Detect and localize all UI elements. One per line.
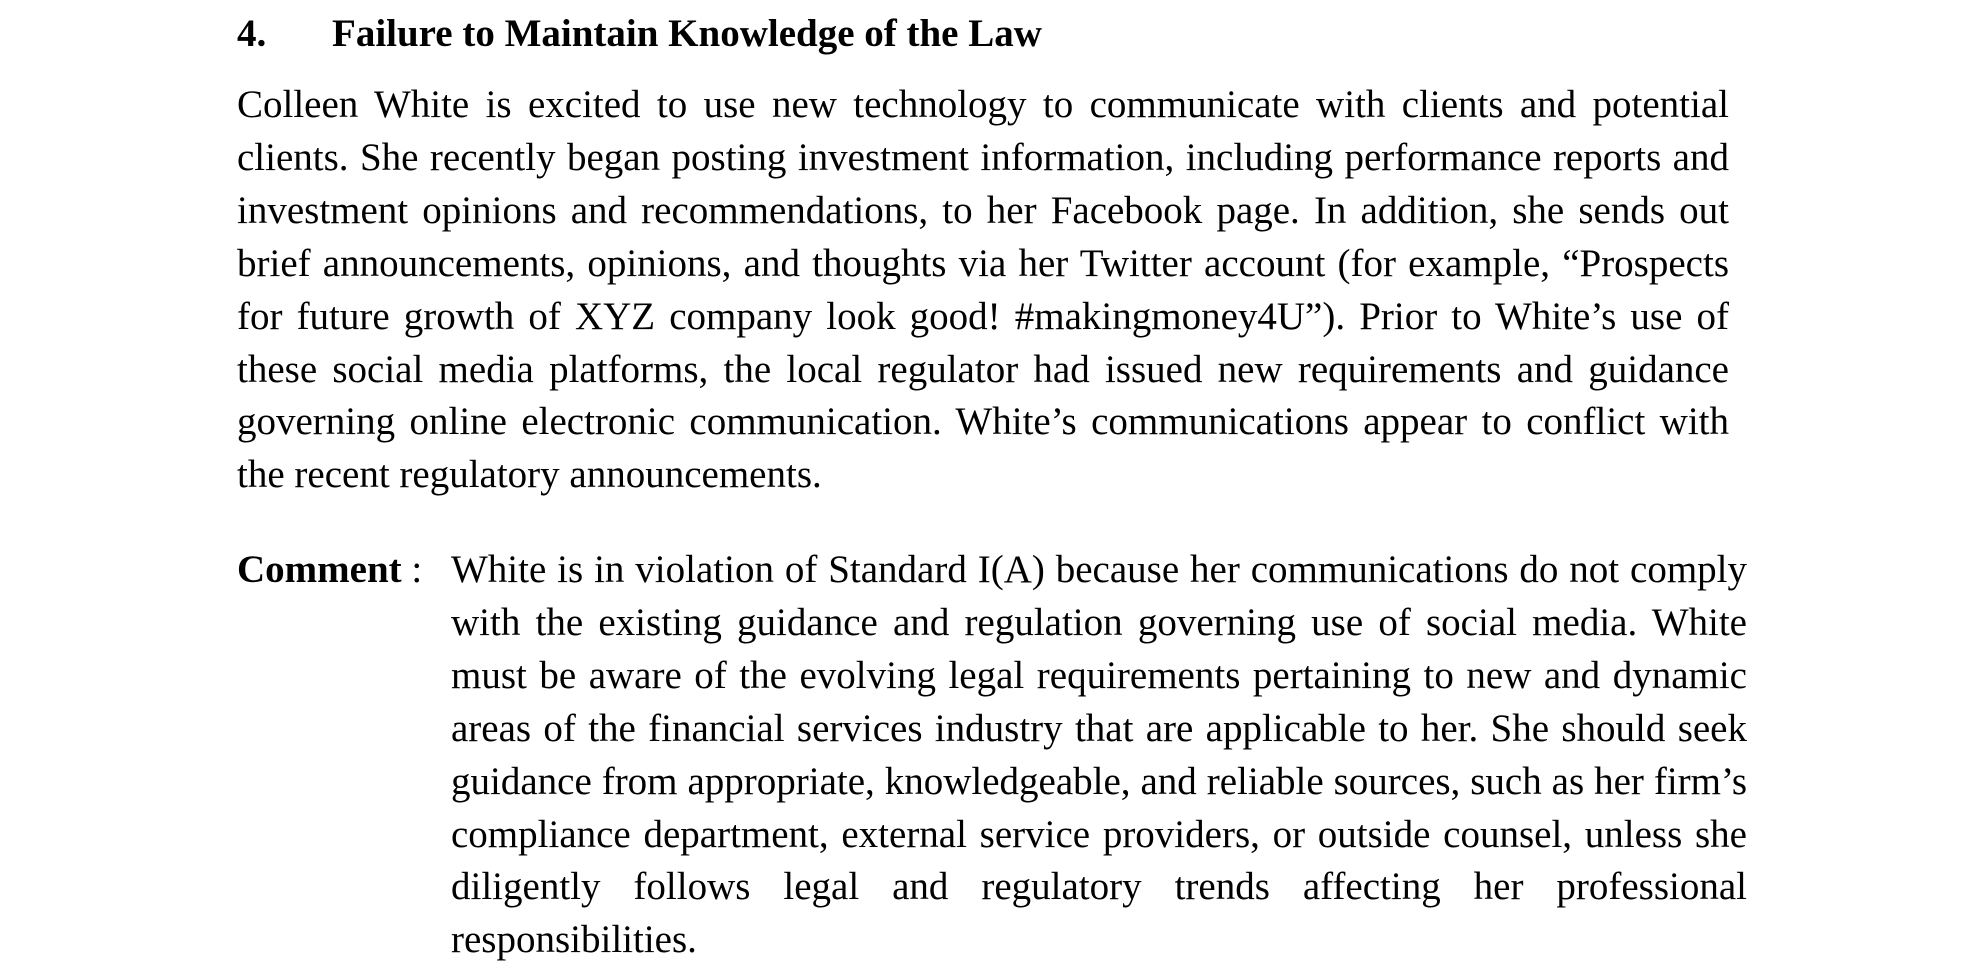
section-title: Failure to Maintain Knowledge of the Law <box>332 12 1042 55</box>
comment-label <box>237 544 422 597</box>
section-number: 4. <box>237 12 267 55</box>
comment-label-text: Comment <box>237 548 402 591</box>
comment-separator: : <box>401 548 423 591</box>
comment-text: White is in violation of Standard I(A) because her communications do not comply with the existing guidance and regulation governing use of social media. White must be aware of the evolving legal requirements pertaining to new and dynamic areas of the financial services industry that are applicable to her. She should seek guidance from appropriate, knowledgeable, and reliable sources, such as her firm’s compliance department, external service providers, or outside counsel, unless she diligently follows legal and regulatory trends affecting her professional responsibilities. <box>451 548 1747 962</box>
case-paragraph: Colleen White is excited to use new technology to communicate with clients and potential clients. She recently began posting investment information, including performance reports and investment opinions and recommendations, to her Facebook page. In addition, she sends out brief announcements, opinions, and thoughts via her Twitter account (for example, “Prospects for future growth of XYZ company look good! #makingmoney4U”). Prior to White’s use of these social media platforms, the local regulator had issued new requirements and guidance governing online electronic communication. White’s communications appear to conflict with the recent regulatory announcements. <box>237 83 1729 497</box>
section-heading <box>237 8 1042 60</box>
